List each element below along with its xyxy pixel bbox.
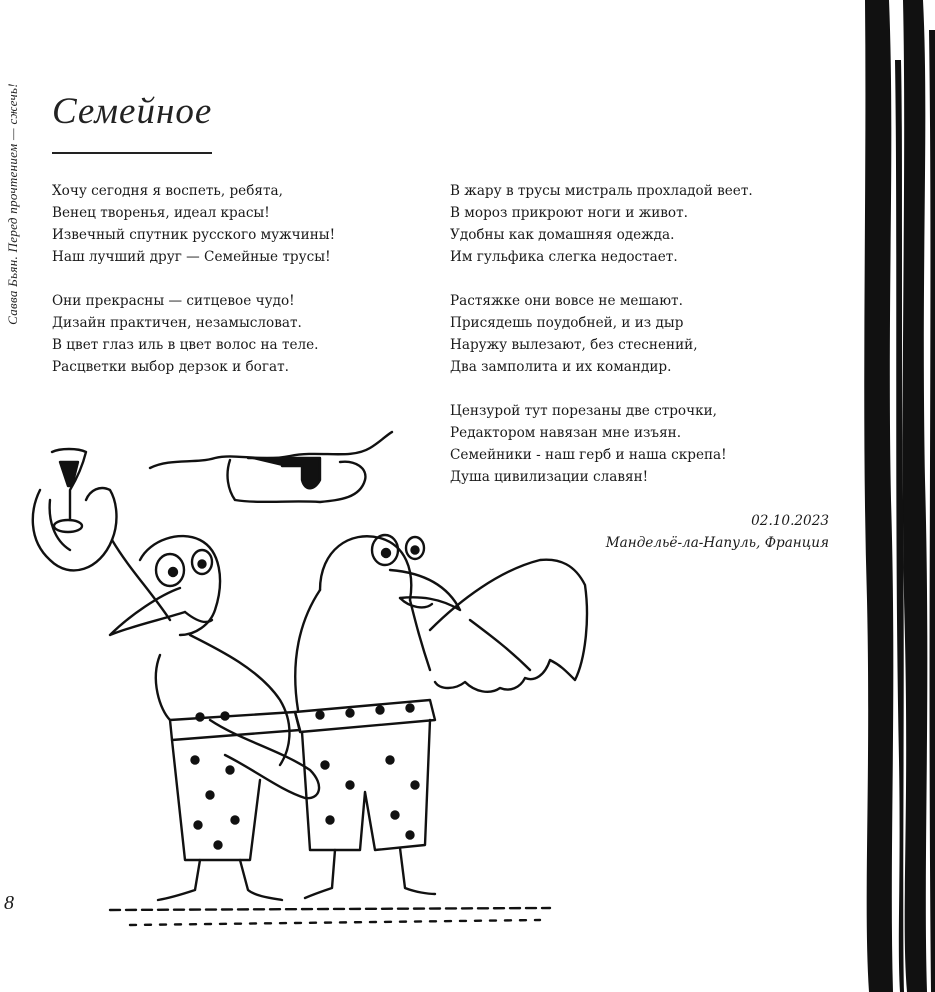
cloud-doodle	[150, 432, 392, 502]
poem-left-column	[52, 180, 335, 400]
title-underline	[52, 152, 212, 154]
poem-line: Они прекрасны — ситцевое чудо!	[52, 293, 295, 309]
poem-line: Извечный спутник русского мужчины!	[52, 227, 336, 243]
poem-date: 02.10.2023	[751, 513, 829, 529]
wine-glass-icon	[52, 449, 86, 532]
poem-title: Семейное	[52, 91, 213, 132]
page-number: 8	[4, 892, 14, 914]
poem-line: Душа цивилизации славян!	[450, 469, 649, 485]
poem-line: Удобны как домашняя одежда.	[450, 227, 675, 243]
right-bird	[295, 535, 587, 898]
stanza	[52, 290, 335, 378]
stanza	[52, 180, 335, 268]
poem-line: Присядешь поудобней, и из дыр	[450, 315, 684, 331]
poem-line: Расцветки выбор дерзок и богат.	[52, 359, 289, 375]
poem-line: Редактором навязан мне изъян.	[450, 425, 682, 441]
poem-line: Два замполита и их командир.	[450, 359, 672, 375]
poem-line: Хочу сегодня я воспеть, ребята,	[52, 183, 283, 199]
poem-line: Им гульфика слегка недостает.	[450, 249, 678, 265]
poem-line: Семейники - наш герб и наша скрепа!	[450, 447, 727, 463]
stanza	[450, 290, 753, 378]
ground-line	[110, 908, 550, 925]
running-header	[0, 0, 26, 400]
left-bird	[33, 488, 319, 900]
poem-line: В цвет глаз иль в цвет волос на теле.	[52, 337, 319, 353]
poem-line: Наш лучший друг — Семейные трусы!	[52, 249, 331, 265]
poem-line: В жару в трусы мистраль прохладой веет.	[450, 183, 753, 199]
poem-place: Мандельё-ла-Напуль, Франция	[605, 535, 829, 551]
poem-line: Дизайн практичен, незамысловат.	[52, 315, 302, 331]
poem-line: Венец творенья, идеал красы!	[52, 205, 270, 221]
poem-line: Наружу вылезают, без стеснений,	[450, 337, 698, 353]
stanza	[450, 180, 753, 268]
poem-line: Цензурой тут порезаны две строчки,	[450, 403, 717, 419]
poem-line: В мороз прикроют ноги и живот.	[450, 205, 688, 221]
brush-strokes-decoration	[855, 0, 935, 992]
running-header-text: Савва Бьян. Перед прочтением — сжечь!	[5, 83, 20, 325]
birds-illustration	[20, 420, 600, 940]
poem-line: Растяжке они вовсе не мешают.	[450, 293, 683, 309]
